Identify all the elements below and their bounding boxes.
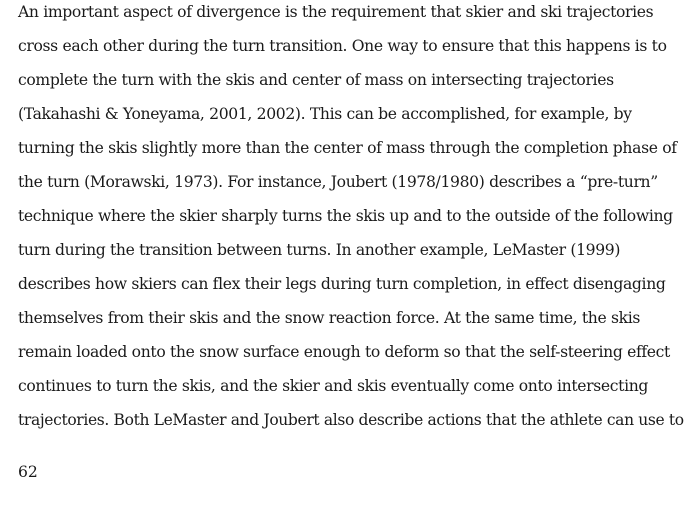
paragraph-line: describes how skiers can flex their legs during turn completion, in effect disengaging [18,275,666,293]
paragraph-line: An important aspect of divergence is the requirement that skier and ski trajectories [18,3,654,21]
paragraph-line: themselves from their skis and the snow reaction force. At the same time, the skis [18,309,640,327]
paragraph-line: turning the skis slightly more than the center of mass through the completion phase of [18,139,677,157]
paragraph-line: complete the turn with the skis and center of mass on intersecting trajectories [18,71,614,89]
paragraph-line: (Takahashi & Yoneyama, 2001, 2002). This can be accomplished, for example, by [18,105,632,123]
paragraph-line: technique where the skier sharply turns the skis up and to the outside of the following [18,207,673,225]
paragraph-line: continues to turn the skis, and the skier and skis eventually come onto intersecting [18,377,649,395]
paragraph-line: the turn (Morawski, 1973). For instance, Joubert (1978/1980) describes a “pre-turn” [18,173,658,191]
paragraph-line: trajectories. Both LeMaster and Joubert also describe actions that the athlete can use to [18,411,684,429]
paragraph-line: turn during the transition between turns. In another example, LeMaster (1999) [18,241,621,259]
page-number: 62 [18,463,38,481]
paragraph-line: cross each other during the turn transition. One way to ensure that this happens is to [18,37,667,55]
paragraph-line: remain loaded onto the snow surface enough to deform so that the self-steering effect [18,343,670,361]
